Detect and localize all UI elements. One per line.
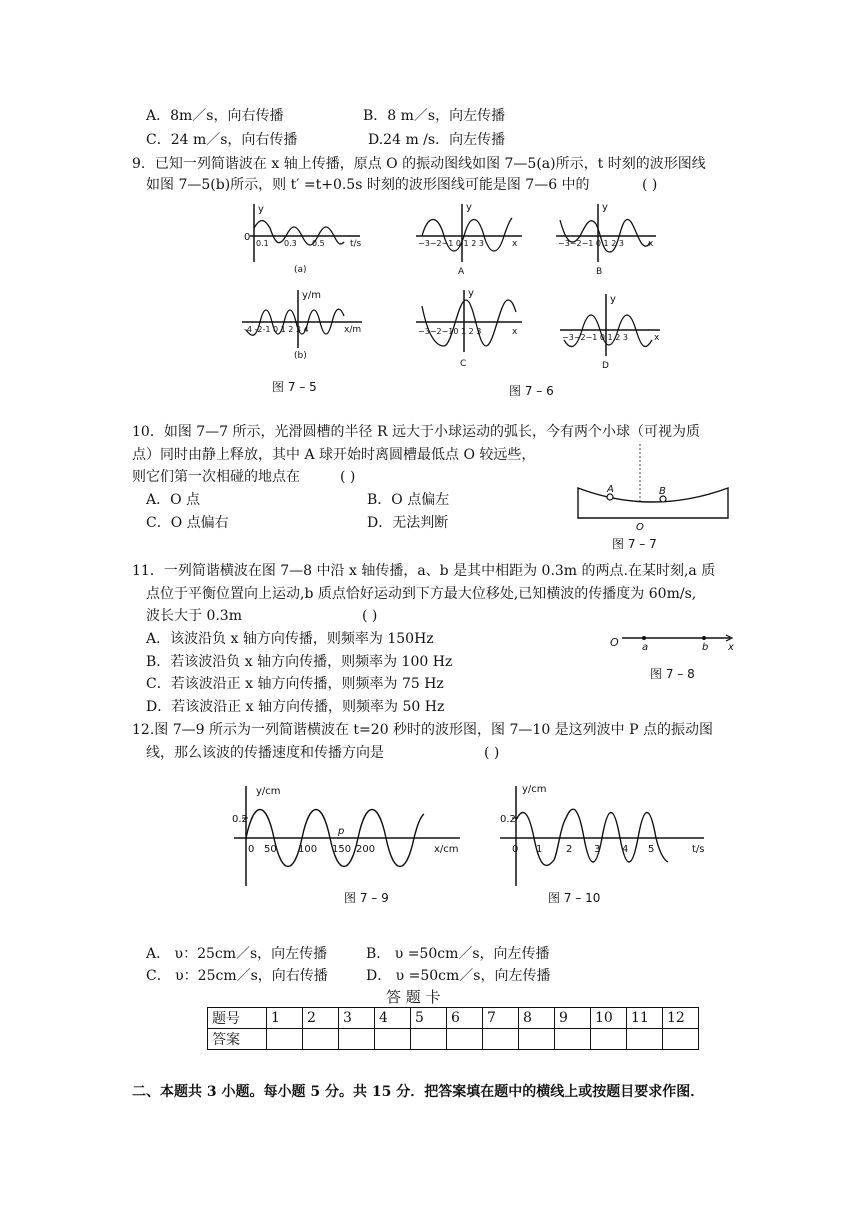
fig-C-x-label: x [512, 327, 518, 337]
fig710-tick-0: 0 [512, 844, 519, 855]
q9-line1: 9．已知一列简谐波在 x 轴上传播，原点 O 的振动图线如图 7—5(a)所示，t 时刻的波形图线 [132, 156, 706, 172]
q11-option-b: B．若该波沿负 x 轴方向传播，则频率为 100 Hz [146, 654, 453, 670]
q12-line1: 12.图 7—9 所示为一列简谐横波在 t=20 秒时的波形图，图 7—10 是这列波中 P 点的振动图 [132, 722, 713, 738]
fig-C-ticks: −3−2−10 1 2 3 [418, 327, 482, 336]
q11-line3: 波长大于 0.3m [146, 608, 242, 624]
answer-number-4: 4 [375, 1008, 411, 1029]
fig-B-x-label: x [648, 239, 654, 249]
fig77-label-o: O [636, 522, 644, 533]
answer-number-2: 2 [303, 1008, 339, 1029]
answer-cell-4[interactable] [375, 1029, 411, 1050]
fig710-amp: 0.2 [500, 814, 516, 825]
fig79-tick-50: 50 [264, 844, 277, 855]
fig-C-y-label: y [468, 288, 474, 299]
fig-D-ticks: −3−2−1 0 1 2 3 [562, 333, 628, 342]
answer-cell-5[interactable] [411, 1029, 447, 1050]
caption-fig-7-7: 图 7 – 7 [612, 537, 657, 551]
answer-cell-9[interactable] [555, 1029, 591, 1050]
figure-7-8 [604, 628, 744, 688]
fig-D-label: D [602, 361, 609, 371]
answer-card-row1-header: 题号 [208, 1008, 267, 1029]
q8-option-a: A．8m／s，向右传播 [146, 108, 284, 124]
fig77-label-a: A [607, 484, 614, 495]
fig79-amp: 0.2 [232, 814, 248, 825]
q11-bracket: ( ) [362, 608, 378, 624]
fig-A-x-label: x [512, 239, 518, 249]
fig710-y-label: y/cm [522, 784, 547, 795]
fig710-t-label: t/s [692, 844, 705, 855]
answer-cell-2[interactable] [303, 1029, 339, 1050]
answer-cell-6[interactable] [447, 1029, 483, 1050]
fig-A-y-label: y [466, 202, 472, 213]
answer-cell-3[interactable] [339, 1029, 375, 1050]
fig-C-label: C [460, 359, 467, 369]
q12-option-a: A． υ：25cm／s，向左传播 [146, 946, 328, 962]
fig79-tick-0: 0 [248, 844, 255, 855]
caption-fig-7-10: 图 7 – 10 [548, 891, 601, 905]
figure-7-9 [228, 780, 468, 910]
q10-option-c: C．O 点偏右 [146, 515, 229, 531]
fig710-tick-1: 1 [536, 844, 543, 855]
q10-option-b: B．O 点偏左 [367, 492, 450, 508]
answer-number-7: 7 [483, 1008, 519, 1029]
fig79-tick-200: 200 [356, 844, 376, 855]
figure-7-6c [412, 286, 527, 372]
q10-option-a: A．O 点 [146, 492, 201, 508]
fig-B-y-label: y [602, 202, 608, 213]
q10-option-d: D．无法判断 [367, 515, 449, 531]
answer-card-answer-row [208, 1029, 699, 1050]
answer-number-5: 5 [411, 1008, 447, 1029]
figure-7-6d [556, 290, 666, 374]
q11-line1: 11．一列简谐横波在图 7—8 中沿 x 轴传播，a、b 是其中相距为 0.3m 的两点.在某时刻,a 质 [132, 563, 716, 579]
fig78-label-b: b [702, 642, 709, 653]
fig-A-label: A [458, 267, 465, 277]
q8-option-d: D.24 m /s．向左传播 [368, 132, 506, 148]
fig-B-label: B [596, 267, 603, 277]
q9-bracket: ( ) [642, 177, 658, 193]
fig79-p-label: p [338, 826, 345, 837]
fig-a-t-label: t/s [350, 239, 362, 249]
fig79-x-label: x/cm [434, 844, 459, 855]
answer-card-row2-header: 答案 [208, 1029, 267, 1050]
caption-fig-7-9: 图 7 – 9 [344, 891, 389, 905]
q8-option-c: C．24 m／s，向右传播 [146, 132, 298, 148]
q11-option-d: D．若该波沿正 x 轴方向传播，则频率为 50 Hz [146, 699, 445, 715]
answer-number-1: 1 [267, 1008, 303, 1029]
q10-line3: 则它们第一次相碰的地点在 [132, 469, 300, 485]
fig710-tick-4: 4 [622, 844, 629, 855]
fig-D-y-label: y [610, 294, 616, 305]
caption-fig-7-8: 图 7 – 8 [650, 667, 695, 681]
answer-card-title: 答 题 卡 [386, 988, 441, 1006]
fig77-label-b: B [659, 486, 666, 497]
fig78-label-o: O [610, 636, 619, 649]
answer-number-8: 8 [519, 1008, 555, 1029]
q12-option-c: C． υ：25cm／s，向右传播 [146, 968, 328, 984]
fig-b-ticks: -4 -2-1 0 1 2 3 4 [244, 325, 309, 334]
fig-a-origin: 0 [244, 232, 251, 243]
fig710-tick-2: 2 [566, 844, 573, 855]
answer-number-9: 9 [555, 1008, 591, 1029]
fig-b-x-label: x/m [344, 325, 362, 335]
answer-cell-10[interactable] [591, 1029, 627, 1050]
answer-number-12: 12 [663, 1008, 699, 1029]
fig-A-ticks: −3−2−1 0 1 2 3 [418, 239, 484, 248]
fig-D-x-label: x [654, 333, 660, 343]
fig-b-y-label: y/m [302, 290, 322, 301]
q8-option-b: B．8 m／s，向左传播 [363, 108, 506, 124]
fig79-tick-150: 150 [332, 844, 352, 855]
answer-cell-7[interactable] [483, 1029, 519, 1050]
figure-7-7 [572, 442, 732, 552]
q11-option-a: A．该波沿负 x 轴方向传播，则频率为 150Hz [146, 631, 434, 647]
fig79-tick-100: 100 [298, 844, 318, 855]
caption-fig-7-6: 图 7 – 6 [509, 384, 554, 398]
q12-line2: 线，那么该波的传播速度和传播方向是 [146, 745, 384, 761]
fig78-label-x: x [728, 642, 734, 653]
fig78-label-a: a [642, 642, 649, 653]
figure-7-5a [240, 200, 370, 280]
figure-7-6a [412, 200, 527, 280]
answer-card-table [207, 1007, 699, 1050]
answer-cell-11[interactable] [627, 1029, 663, 1050]
answer-cell-8[interactable] [519, 1029, 555, 1050]
q10-line1: 10．如图 7—7 所示，光滑圆槽的半径 R 远大于小球运动的弧长，今有两个小球（可视为质 [132, 424, 700, 440]
caption-fig-7-5: 图 7 – 5 [272, 380, 317, 394]
q11-option-c: C．若该波沿正 x 轴方向传播，则频率为 75 Hz [146, 676, 444, 692]
fig710-tick-3: 3 [594, 844, 601, 855]
fig-B-ticks: −3−2−1 0 1 2 3 [558, 239, 624, 248]
q12-option-b: B． υ =50cm／s，向左传播 [366, 946, 550, 962]
answer-number-3: 3 [339, 1008, 375, 1029]
section2-heading: 二、本题共 3 小题。每小题 5 分。共 15 分．把答案填在题中的横线上或按题目要求作图． [132, 1084, 705, 1100]
figure-7-10 [494, 780, 714, 910]
answer-number-10: 10 [591, 1008, 627, 1029]
figure-7-5b [240, 286, 370, 366]
fig-a-tick-3: 0.5 [312, 239, 325, 248]
answer-card-number-row [208, 1008, 699, 1029]
fig79-y-label: y/cm [256, 786, 281, 797]
q10-line2: 点）同时由静上释放，其中 A 球开始时离圆槽最低点 O 较远些， [132, 447, 536, 463]
answer-number-11: 11 [627, 1008, 663, 1029]
q11-line2: 点位于平衡位置向上运动,b 质点恰好运动到下方最大位移处,已知横波的传播度为 60m/s, [146, 586, 697, 602]
fig-a-tick-1: 0.1 [256, 239, 269, 248]
figure-7-6b [552, 200, 662, 280]
fig-a-y-label: y [258, 204, 264, 215]
q9-line2: 如图 7—5(b)所示，则 t′ =t+0.5s 时刻的波形图线可能是图 7—6 中的 [146, 177, 590, 193]
fig-b-label: (b) [294, 351, 307, 361]
answer-cell-1[interactable] [267, 1029, 303, 1050]
fig-a-tick-2: 0.3 [284, 239, 297, 248]
answer-number-6: 6 [447, 1008, 483, 1029]
q12-option-d: D． υ =50cm／s，向左传播 [366, 968, 551, 984]
q10-bracket: ( ) [340, 469, 356, 485]
q12-bracket: ( ) [484, 745, 500, 761]
answer-cell-12[interactable] [663, 1029, 699, 1050]
fig-a-label: (a) [294, 265, 307, 275]
fig710-tick-5: 5 [648, 844, 655, 855]
